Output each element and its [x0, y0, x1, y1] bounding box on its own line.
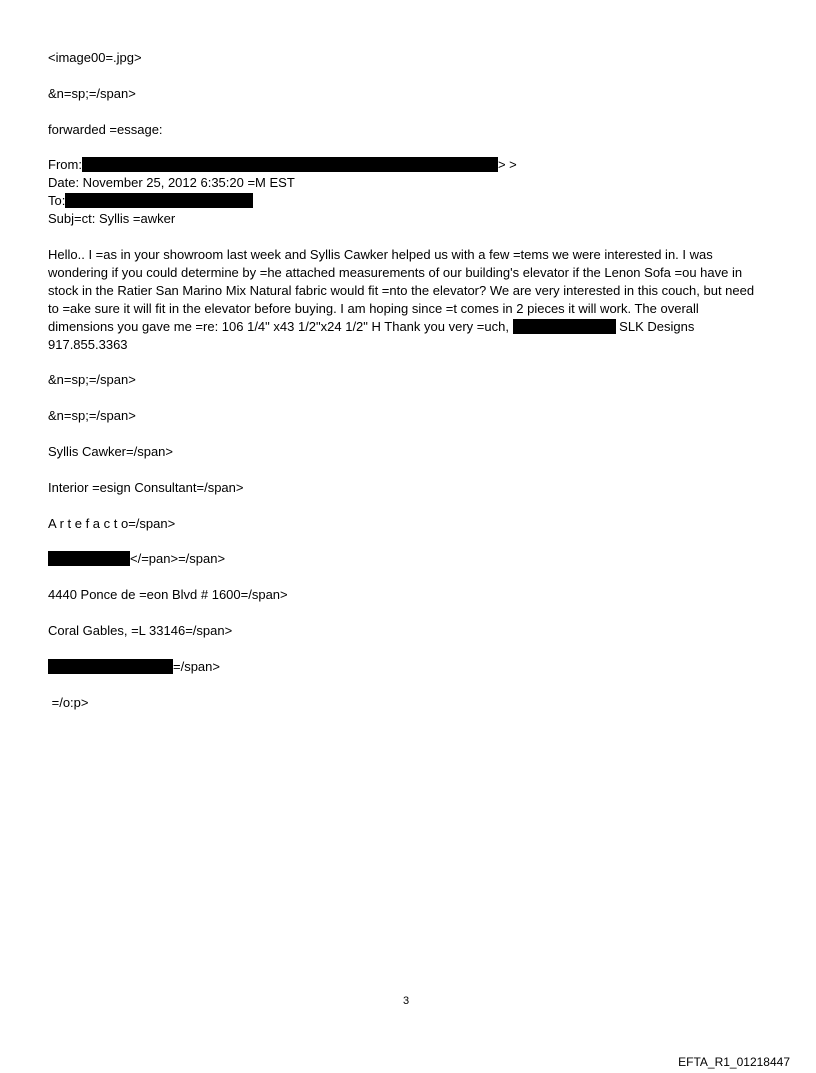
- signature-name: Syllis Cawker=/span>: [48, 444, 173, 459]
- nbsp-line: &n=sp;=/span>: [48, 372, 136, 387]
- closing-line: =/o:p>: [48, 695, 89, 710]
- body-signoff: SLK Designs: [615, 319, 695, 334]
- signature-title: Interior =esign Consultant=/span>: [48, 480, 244, 495]
- page-number: 3: [403, 995, 410, 1007]
- redacted-line-tail: =/span>: [173, 659, 220, 674]
- nbsp-line: &n=sp;=/span>: [48, 86, 136, 101]
- redaction-box: [48, 551, 130, 566]
- nbsp-line: &n=sp;=/span>: [48, 408, 136, 423]
- date-line: Date: November 25, 2012 6:35:20 =M EST: [48, 175, 295, 190]
- signature-redacted-line: [48, 551, 225, 567]
- image-reference-line: <image00=.jpg>: [48, 50, 142, 65]
- redaction-box: [513, 319, 616, 334]
- signature-address: 4440 Ponce de =eon Blvd # 1600=/span>: [48, 587, 288, 602]
- from-line: [48, 157, 517, 173]
- body-text: Hello.. I =as in your showroom last week and Syllis Cawker helped us with a few =tems we were interested in. I was wondering if you could determine by =he attached measurements of our building's elevator if the Lenon Sofa =ou have in stock in the Ratier San Marino Mix Natural fabric would fit =nto the elevator? We are very interested in this couch, but need to =ake sure it will fit in the elevator before buying. I am hoping since =t comes in 2 pieces it will work. The overall dimensions you gave me =re: 106 1/4" x43 1/2"x24 1/2" H Thank you very =uch,: [48, 247, 755, 334]
- signature-company: A r t e f a c t o=/span>: [48, 516, 176, 531]
- redaction-box: [48, 659, 173, 674]
- document-id-footer: EFTA_R1_01218447: [678, 1055, 790, 1069]
- redacted-line-tail: </=pan>=/span>: [130, 551, 226, 566]
- signature-redacted-line: [48, 659, 220, 675]
- from-label: From:: [48, 157, 82, 172]
- to-label: To:: [48, 193, 66, 208]
- email-body: [48, 246, 763, 354]
- redaction-box: [82, 157, 498, 172]
- signature-city: Coral Gables, =L 33146=/span>: [48, 623, 233, 638]
- redaction-box: [65, 193, 253, 208]
- to-line: [48, 193, 253, 209]
- phone-number: 917.855.3363: [48, 337, 128, 352]
- forwarded-message-line: forwarded =essage:: [48, 122, 163, 137]
- from-tail: > >: [497, 157, 517, 172]
- subject-line: Subj=ct: Syllis =awker: [48, 211, 176, 226]
